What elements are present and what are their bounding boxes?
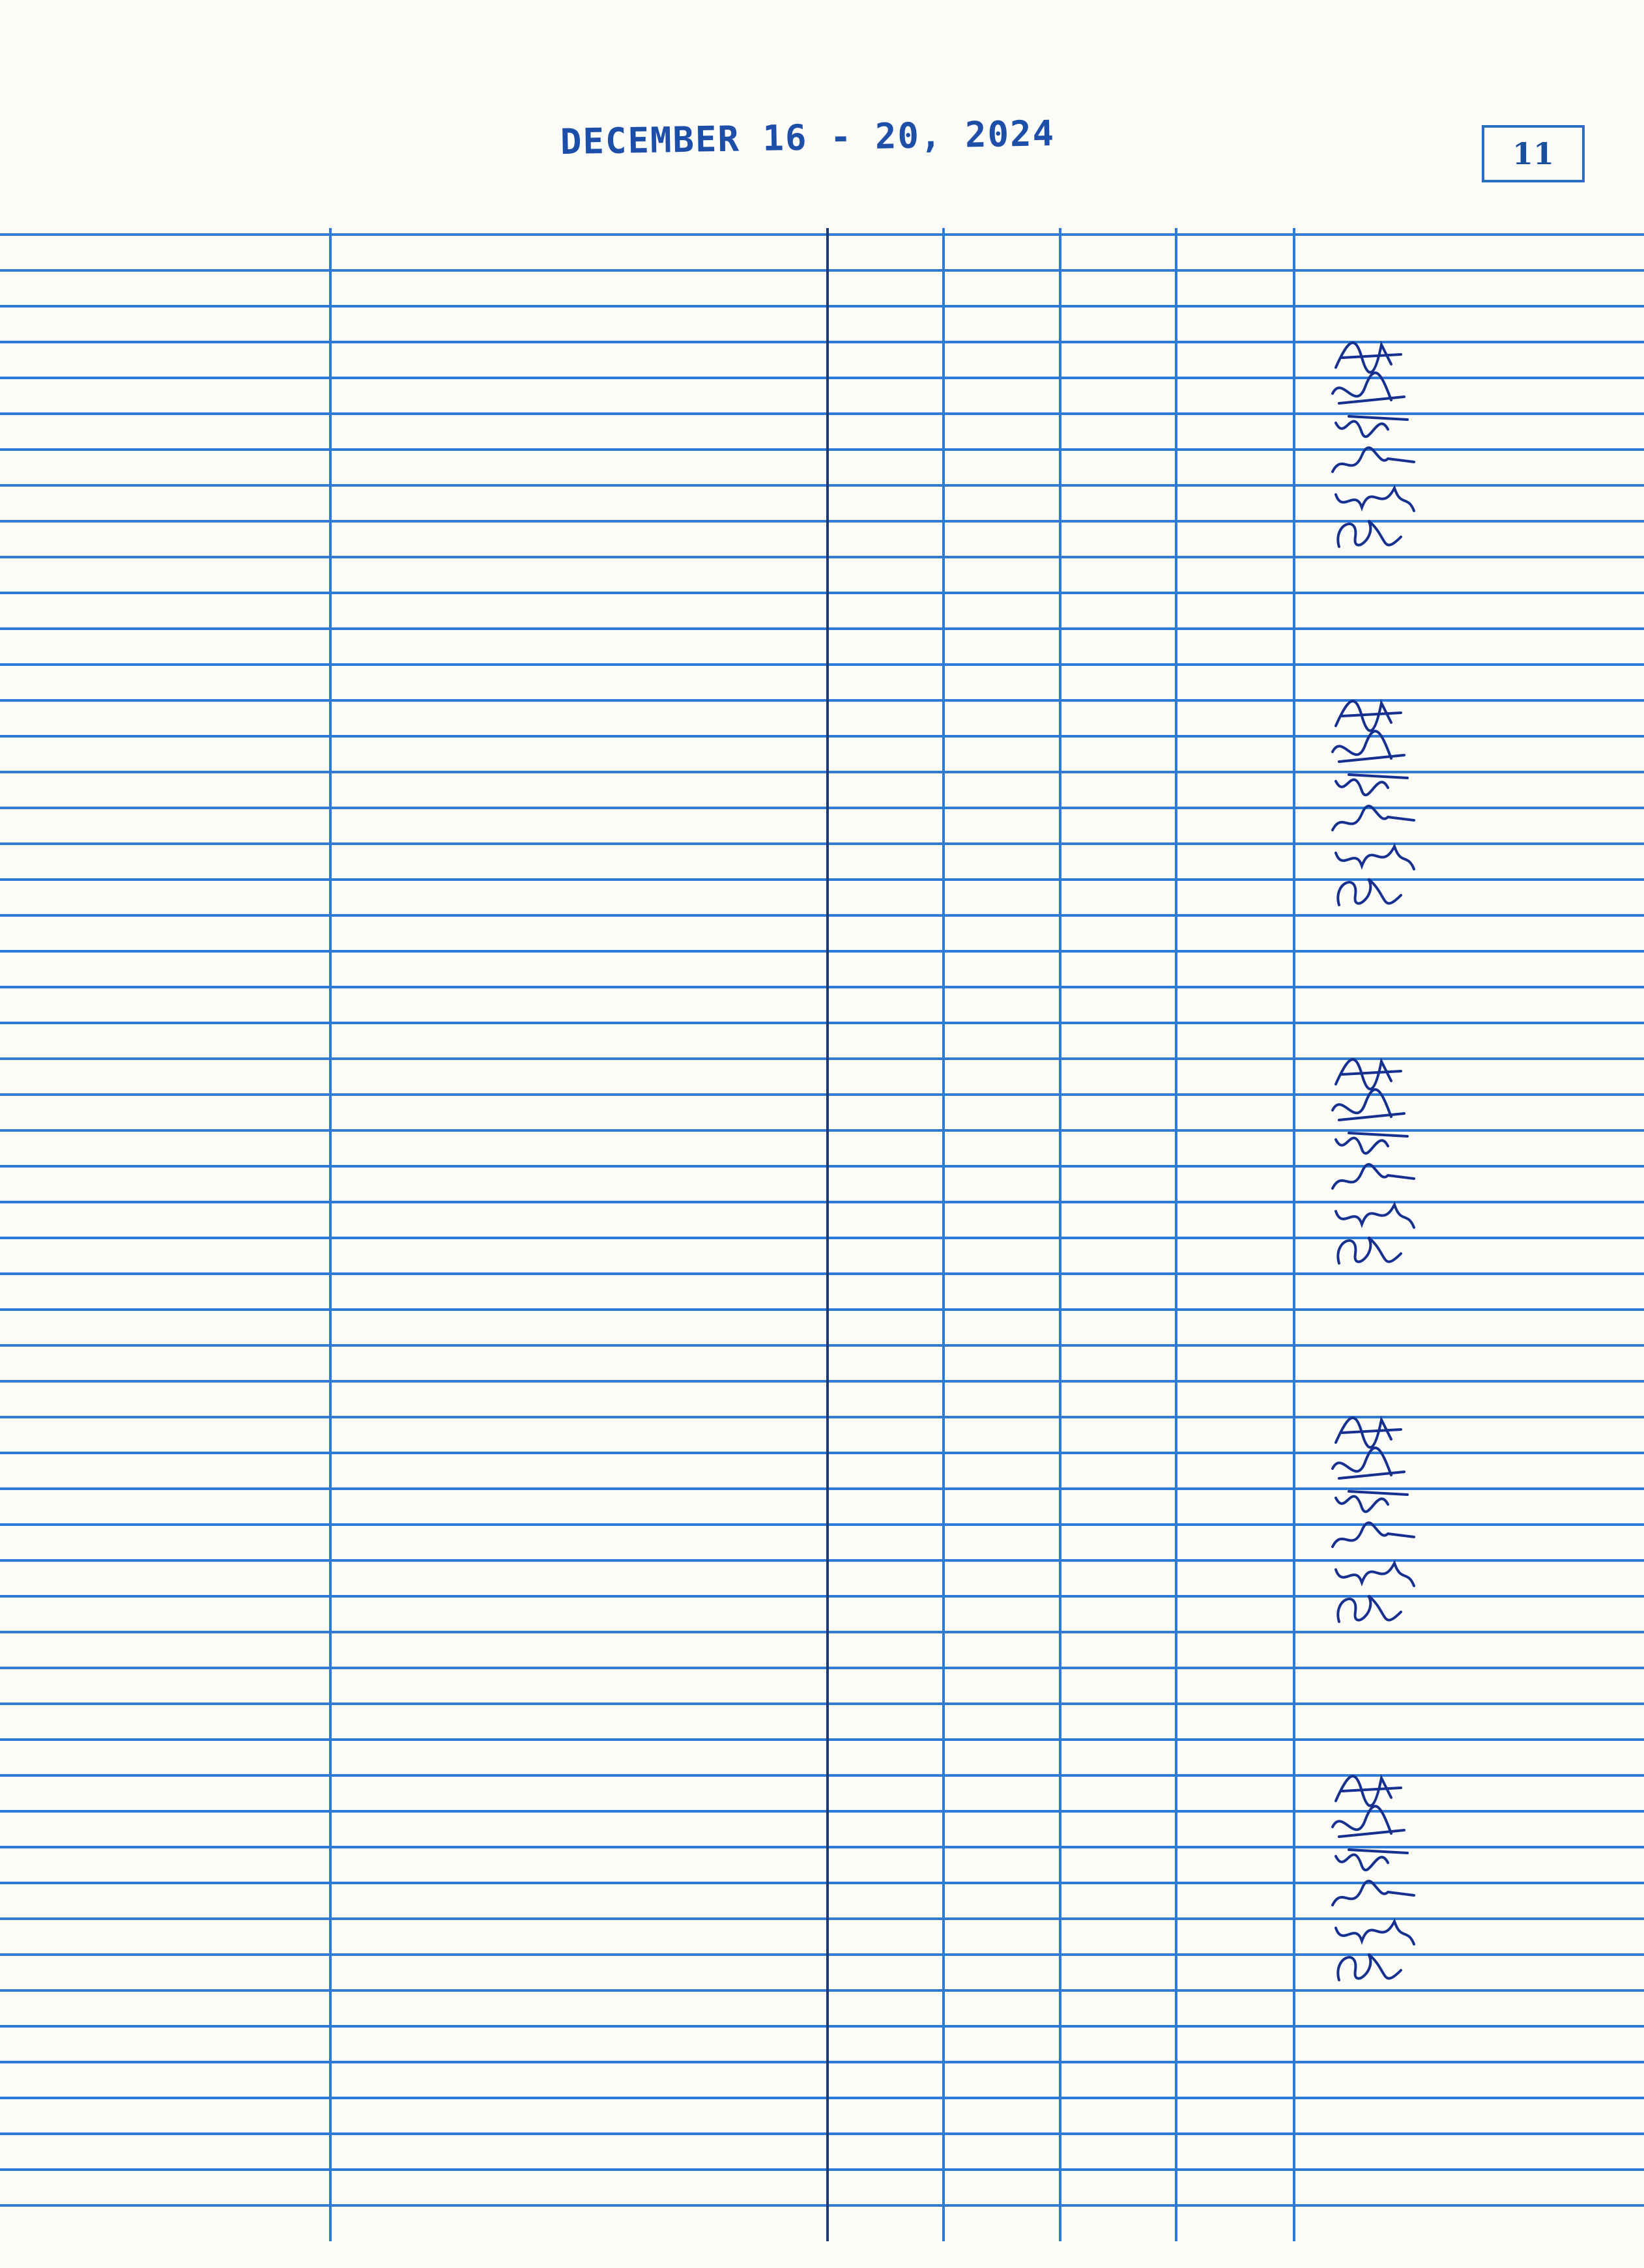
employee-name — [345, 702, 821, 734]
time-out-evening — [1177, 809, 1293, 841]
employee-name — [345, 1168, 821, 1199]
time-out-noon — [945, 1598, 1059, 1629]
time-out-evening — [1177, 1884, 1293, 1916]
ruled-line — [0, 1380, 1644, 1383]
time-in-afternoon — [1061, 1203, 1175, 1235]
time-in-afternoon — [1061, 1526, 1175, 1558]
time-in-morning — [829, 1060, 942, 1092]
time-in-morning — [829, 415, 942, 447]
time-in-morning — [829, 1132, 942, 1164]
time-out-evening — [1177, 1956, 1293, 1988]
ruled-line — [0, 1022, 1644, 1024]
time-out-noon — [945, 451, 1059, 483]
column-header-signature — [1295, 235, 1583, 287]
ruled-line — [0, 1344, 1644, 1347]
time-out-noon — [945, 1813, 1059, 1845]
time-in-afternoon — [1061, 1132, 1175, 1164]
employee-name — [345, 1562, 821, 1594]
time-out-noon — [945, 773, 1059, 805]
time-out-evening — [1177, 1418, 1293, 1450]
ruled-line — [0, 1308, 1644, 1311]
time-out-noon — [945, 343, 1059, 375]
time-out-noon — [945, 487, 1059, 519]
time-in-morning — [829, 1884, 942, 1916]
weekday-label — [59, 1811, 319, 1847]
time-out-evening — [1177, 415, 1293, 447]
time-out-noon — [945, 1526, 1059, 1558]
time-out-noon — [945, 881, 1059, 913]
time-out-noon — [945, 1060, 1059, 1092]
time-in-afternoon — [1061, 1454, 1175, 1486]
time-out-evening — [1177, 1132, 1293, 1164]
time-in-afternoon — [1061, 451, 1175, 483]
time-in-afternoon — [1061, 1813, 1175, 1845]
time-in-morning — [829, 451, 942, 483]
date-label — [33, 698, 319, 734]
weekday-label — [59, 736, 319, 772]
time-out-evening — [1177, 451, 1293, 483]
time-out-noon — [945, 1777, 1059, 1809]
time-in-morning — [829, 809, 942, 841]
time-in-afternoon — [1061, 1562, 1175, 1594]
employee-name — [345, 451, 821, 483]
employee-name — [345, 1490, 821, 1522]
column-header-out-1 — [945, 235, 1059, 287]
time-out-evening — [1177, 1096, 1293, 1128]
time-out-noon — [945, 1956, 1059, 1988]
time-in-afternoon — [1061, 773, 1175, 805]
time-in-afternoon — [1061, 738, 1175, 769]
time-in-morning — [829, 773, 942, 805]
time-out-evening — [1177, 1454, 1293, 1486]
time-out-noon — [945, 1203, 1059, 1235]
time-in-afternoon — [1061, 1168, 1175, 1199]
time-out-evening — [1177, 379, 1293, 411]
column-divider — [329, 228, 332, 2241]
time-in-morning — [829, 487, 942, 519]
date-label — [33, 1056, 319, 1092]
time-in-afternoon — [1061, 487, 1175, 519]
time-in-morning — [829, 1168, 942, 1199]
employee-name — [345, 1239, 821, 1271]
weekday-label — [59, 1095, 319, 1130]
time-in-morning — [829, 1956, 942, 1988]
time-in-afternoon — [1061, 809, 1175, 841]
time-out-evening — [1177, 773, 1293, 805]
employee-name — [345, 1132, 821, 1164]
time-out-evening — [1177, 1490, 1293, 1522]
ruled-line — [0, 1738, 1644, 1741]
employee-name — [345, 415, 821, 447]
time-in-afternoon — [1061, 1598, 1175, 1629]
time-in-morning — [829, 1096, 942, 1128]
time-in-afternoon — [1061, 1096, 1175, 1128]
time-in-afternoon — [1061, 1777, 1175, 1809]
ruled-line — [0, 2097, 1644, 2099]
time-out-evening — [1177, 1777, 1293, 1809]
time-in-morning — [829, 845, 942, 877]
time-in-morning — [829, 1203, 942, 1235]
employee-name — [345, 1203, 821, 1235]
time-out-noon — [945, 1096, 1059, 1128]
employee-name — [345, 1813, 821, 1845]
employee-name — [345, 379, 821, 411]
column-header-out-2 — [1177, 235, 1293, 287]
ruled-line — [0, 2132, 1644, 2135]
ruled-line — [0, 592, 1644, 594]
time-out-evening — [1177, 738, 1293, 769]
time-out-noon — [945, 1920, 1059, 1952]
column-divider — [1293, 228, 1295, 2241]
employee-name — [345, 881, 821, 913]
ruled-line — [0, 950, 1644, 953]
time-in-afternoon — [1061, 1956, 1175, 1988]
column-header-date — [26, 235, 329, 287]
time-out-noon — [945, 845, 1059, 877]
employee-name — [345, 1777, 821, 1809]
column-header-name — [332, 235, 826, 287]
employee-name — [345, 487, 821, 519]
date-label — [33, 339, 319, 375]
time-out-evening — [1177, 1526, 1293, 1558]
time-in-morning — [829, 1777, 942, 1809]
time-out-noon — [945, 1132, 1059, 1164]
time-out-noon — [945, 1418, 1059, 1450]
employee-name — [345, 1920, 821, 1952]
time-out-noon — [945, 1884, 1059, 1916]
signature — [1310, 511, 1440, 563]
time-in-morning — [829, 1454, 942, 1486]
time-out-evening — [1177, 487, 1293, 519]
time-out-evening — [1177, 702, 1293, 734]
employee-name — [345, 809, 821, 841]
time-out-evening — [1177, 845, 1293, 877]
column-header-in-2 — [1061, 235, 1175, 287]
time-out-evening — [1177, 1060, 1293, 1092]
time-out-evening — [1177, 1203, 1293, 1235]
time-in-afternoon — [1061, 523, 1175, 554]
time-in-morning — [829, 1813, 942, 1845]
ruled-line — [0, 2061, 1644, 2063]
employee-name — [345, 1060, 821, 1092]
time-in-afternoon — [1061, 702, 1175, 734]
signature — [1310, 1227, 1440, 1280]
time-in-morning — [829, 343, 942, 375]
time-in-morning — [829, 1920, 942, 1952]
ruled-line — [0, 1667, 1644, 1669]
time-in-morning — [829, 523, 942, 554]
date-label — [33, 1414, 319, 1450]
time-out-evening — [1177, 1562, 1293, 1594]
time-in-morning — [829, 1562, 942, 1594]
time-in-afternoon — [1061, 379, 1175, 411]
signature — [1310, 869, 1440, 921]
employee-name — [345, 1598, 821, 1629]
weekday-label — [59, 378, 319, 414]
time-in-afternoon — [1061, 1239, 1175, 1271]
ruled-line — [0, 1702, 1644, 1705]
employee-name — [345, 343, 821, 375]
time-out-noon — [945, 1490, 1059, 1522]
time-in-morning — [829, 1239, 942, 1271]
time-in-morning — [829, 1490, 942, 1522]
time-in-morning — [829, 1598, 942, 1629]
time-out-noon — [945, 1168, 1059, 1199]
time-out-noon — [945, 1454, 1059, 1486]
date-label — [33, 1773, 319, 1809]
ruled-line — [0, 2204, 1644, 2207]
time-in-afternoon — [1061, 1884, 1175, 1916]
signature — [1310, 1944, 1440, 1996]
employee-name — [345, 1884, 821, 1916]
employee-name — [345, 1096, 821, 1128]
employee-name — [345, 1848, 821, 1880]
time-in-afternoon — [1061, 845, 1175, 877]
ruled-line — [0, 986, 1644, 988]
employee-name — [345, 1526, 821, 1558]
time-in-afternoon — [1061, 1920, 1175, 1952]
time-in-morning — [829, 1848, 942, 1880]
time-out-evening — [1177, 343, 1293, 375]
time-out-evening — [1177, 1168, 1293, 1199]
page-number-box: 11 — [1482, 125, 1585, 182]
time-out-noon — [945, 1239, 1059, 1271]
employee-name — [345, 773, 821, 805]
time-in-morning — [829, 1418, 942, 1450]
time-in-morning — [829, 379, 942, 411]
employee-name — [345, 845, 821, 877]
time-in-afternoon — [1061, 343, 1175, 375]
ruled-line — [0, 627, 1644, 630]
time-in-afternoon — [1061, 1848, 1175, 1880]
time-out-noon — [945, 738, 1059, 769]
ruled-line — [0, 305, 1644, 308]
employee-name — [345, 1454, 821, 1486]
time-in-morning — [829, 1526, 942, 1558]
time-in-morning — [829, 881, 942, 913]
employee-name — [345, 1418, 821, 1450]
ruled-line — [0, 663, 1644, 666]
column-header-in-1 — [829, 235, 942, 287]
time-out-evening — [1177, 1848, 1293, 1880]
time-out-noon — [945, 415, 1059, 447]
time-in-afternoon — [1061, 415, 1175, 447]
time-out-noon — [945, 1562, 1059, 1594]
time-out-evening — [1177, 1598, 1293, 1629]
employee-name — [345, 738, 821, 769]
time-out-noon — [945, 379, 1059, 411]
time-out-noon — [945, 702, 1059, 734]
time-out-noon — [945, 523, 1059, 554]
time-in-afternoon — [1061, 1418, 1175, 1450]
ruled-line — [0, 2168, 1644, 2171]
time-out-evening — [1177, 1813, 1293, 1845]
time-out-noon — [945, 809, 1059, 841]
time-out-evening — [1177, 523, 1293, 554]
page-title: DECEMBER 16 - 20, 2024 — [560, 113, 1056, 163]
ruled-line — [0, 2025, 1644, 2028]
time-out-noon — [945, 1848, 1059, 1880]
time-in-morning — [829, 738, 942, 769]
time-out-evening — [1177, 1920, 1293, 1952]
employee-name — [345, 1956, 821, 1988]
signature — [1310, 1586, 1440, 1638]
time-in-afternoon — [1061, 881, 1175, 913]
time-in-afternoon — [1061, 1490, 1175, 1522]
time-in-afternoon — [1061, 1060, 1175, 1092]
time-out-evening — [1177, 881, 1293, 913]
time-in-morning — [829, 702, 942, 734]
employee-name — [345, 523, 821, 554]
weekday-label — [59, 1453, 319, 1489]
time-out-evening — [1177, 1239, 1293, 1271]
